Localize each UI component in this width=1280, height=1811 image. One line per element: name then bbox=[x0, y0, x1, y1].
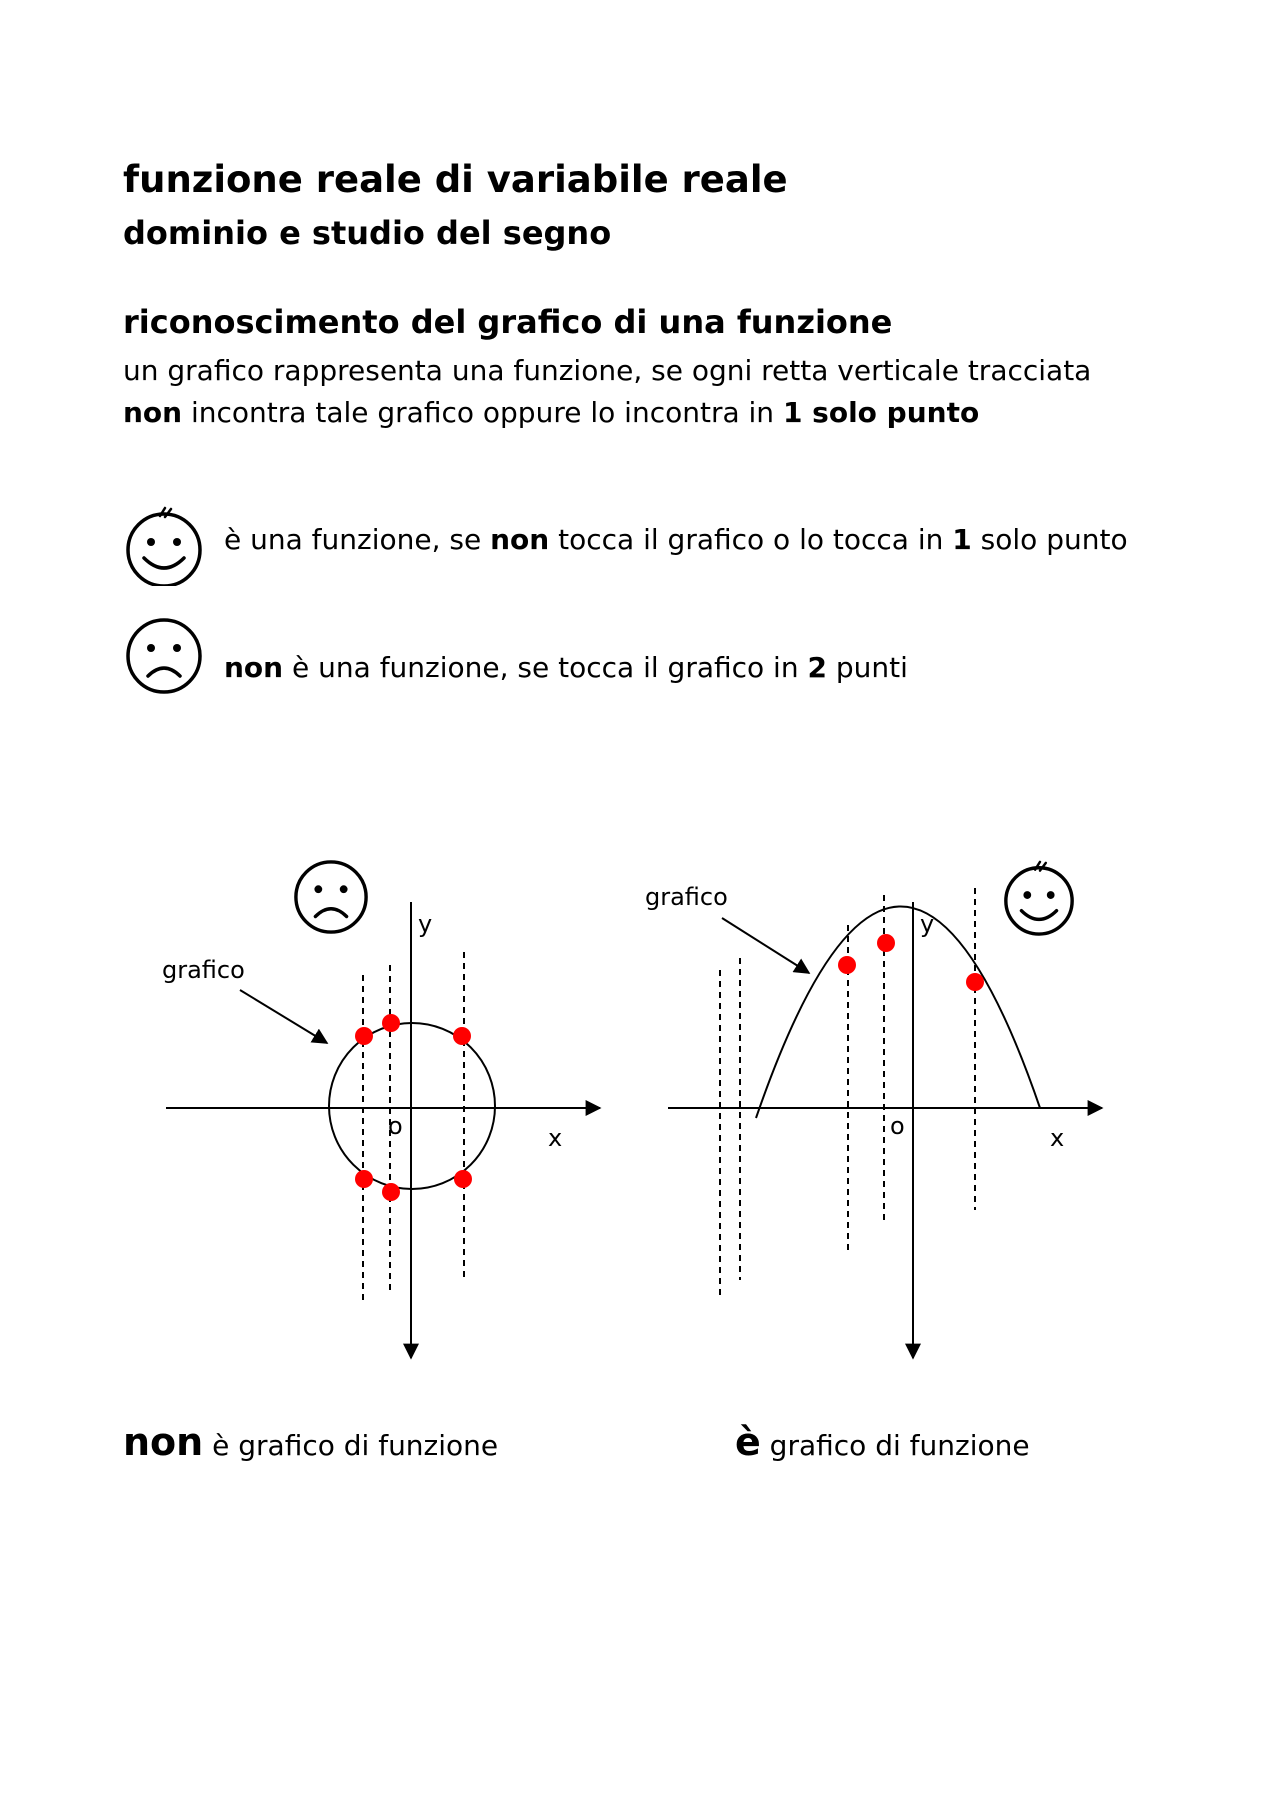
right-graph-caption: è grafico di funzione bbox=[735, 1420, 1030, 1464]
right-origin-label: o bbox=[890, 1112, 905, 1140]
left-x-axis-label: x bbox=[548, 1124, 563, 1152]
right-label-arrow bbox=[722, 918, 809, 973]
sad-face-icon bbox=[124, 616, 204, 696]
left-label-arrow bbox=[240, 990, 327, 1043]
right-y-axis-label: y bbox=[920, 910, 935, 938]
smiley-face-icon bbox=[1006, 862, 1072, 934]
graphs-diagram bbox=[0, 840, 1280, 1380]
left-origin-label: o bbox=[388, 1112, 403, 1140]
smiley-face-icon bbox=[124, 506, 204, 586]
sad-face-icon bbox=[296, 862, 366, 932]
page-title: funzione reale di variabile reale bbox=[123, 158, 788, 201]
left-y-axis-label: y bbox=[418, 910, 433, 938]
intersection-point bbox=[382, 1183, 400, 1201]
definition-text: incontra tale grafico oppure lo incontra in bbox=[182, 396, 783, 429]
intersection-point bbox=[966, 973, 984, 991]
intersection-point bbox=[355, 1170, 373, 1188]
definition-bold-non: non bbox=[123, 396, 183, 429]
intersection-point bbox=[355, 1027, 373, 1045]
section-heading: riconoscimento del grafico di una funzione bbox=[123, 303, 893, 341]
intersection-point bbox=[838, 956, 856, 974]
right-x-axis-label: x bbox=[1050, 1124, 1065, 1152]
definition-line-2 bbox=[123, 396, 979, 429]
definition-bold-one-point: 1 solo punto bbox=[782, 396, 980, 429]
left-graph-label: grafico bbox=[162, 956, 245, 984]
page-subtitle: dominio e studio del segno bbox=[123, 214, 612, 252]
intersection-point bbox=[454, 1170, 472, 1188]
rule-is-function: è una funzione, se non tocca il grafico o lo tocca in 1 solo punto bbox=[224, 523, 1128, 556]
left-graph-caption: non è grafico di funzione bbox=[123, 1420, 499, 1464]
right-graph bbox=[645, 862, 1102, 1358]
intersection-point bbox=[877, 934, 895, 952]
right-parabola-graph bbox=[756, 906, 1040, 1118]
left-graph bbox=[162, 862, 600, 1358]
intersection-point bbox=[453, 1027, 471, 1045]
definition-line-1: un grafico rappresenta una funzione, se ogni retta verticale tracciata bbox=[123, 354, 1092, 387]
right-graph-label: grafico bbox=[645, 883, 728, 911]
intersection-point bbox=[382, 1014, 400, 1032]
rule-not-function: non è una funzione, se tocca il grafico in 2 punti bbox=[224, 651, 908, 684]
